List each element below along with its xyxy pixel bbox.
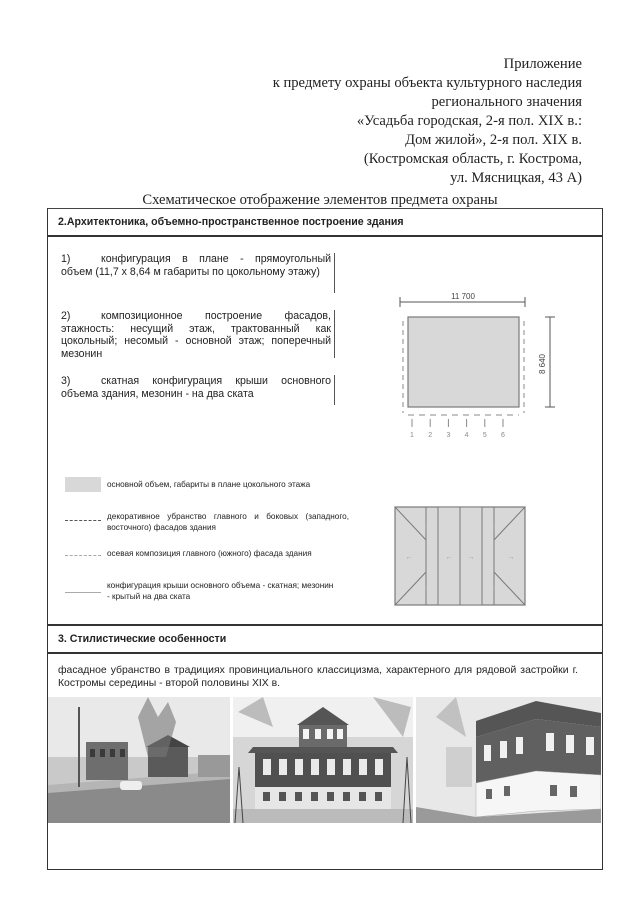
slope-arrow-icon: ↓ [492,586,496,593]
item-3-marker [334,375,335,405]
item-text: скатная конфигурация крыши основного объема здания, мезонин - на два ската [61,375,331,400]
main-volume-plan [408,317,519,407]
section-3-header [48,624,602,654]
item-number: 1) [61,253,71,265]
section-3-title: 3. Стилистические особенности [58,633,227,645]
appendix-line: Приложение [503,56,582,72]
appendix-line: Дом жилой», 2-я пол. XIX в. [405,132,582,148]
legend-text: конфигурация крыши основного объема - скатная; мезонин - крытый на два ската [107,581,334,601]
photo-corner-view [416,697,601,823]
item-number: 3) [61,375,71,387]
item-1-marker [334,253,335,293]
photo-main-facade [233,697,413,823]
item-1 [61,253,331,278]
width-label: 11 700 [451,292,475,301]
legend-text: декоративное убранство главного и боковых (западного, восточного) фасадов здания [107,512,349,532]
slope-arrow-icon: ↓ [424,586,428,593]
axis-label: 2 [428,432,433,437]
slope-arrow-icon: ↑ [492,524,496,531]
axis-label: 4 [464,432,469,437]
slope-arrow-icon: ← [445,554,453,561]
legend-text: основной объем, габариты в плане цокольного этажа [107,480,311,489]
slope-arrow-icon: ↑ [424,524,428,531]
item-2-marker [334,310,335,358]
style-caption: фасадное убранство в традициях провинциального классицизма, характерного для рядовой застройки г. Костромы середины - второй половины XIX в. [58,665,578,689]
item-text: композиционное построение фасадов, этажность: несущий этаж, трактованный как цокольный; несомый - основной этаж; поперечный мезонин [61,310,331,360]
item-text: конфигурация в плане - прямоугольный объем (11,7 х 8,64 м габариты по цокольному этажу) [61,253,331,278]
appendix-line: регионального значения [431,94,582,110]
legend-swatch-fill [65,477,101,492]
appendix-line: ул. Мясницкая, 43 А) [450,170,582,186]
schema-title: Схематическое отображение элементов предмета охраны [142,192,498,208]
axis-label: 6 [501,432,505,437]
photo-street-view [48,697,230,823]
height-label: 8 640 [538,353,547,375]
appendix-line: к предмету охраны объекта культурного наследия [272,75,582,91]
legend-swatch-dashed-light [65,555,101,556]
section-2-title: 2.Архитектоника, объемно-пространственное построение здания [58,216,404,228]
axis-ticks [410,419,505,437]
legend-swatch-line [65,592,101,593]
axis-label: 5 [482,432,487,437]
slope-arrow-icon: ← [405,554,413,561]
item-2 [61,310,331,360]
appendix-line: (Костромская область, г. Кострома, [363,151,582,167]
roof-plan-drawing [393,505,533,609]
legend-text: осевая композиция главного (южного) фасада здания [107,549,312,558]
section-2-header [48,209,602,237]
item-number: 2) [61,310,71,322]
protection-elements-table [47,208,603,870]
item-3 [61,375,331,400]
slope-arrow-icon: → [507,554,515,561]
slope-arrow-icon: → [467,554,475,561]
legend-swatch-dashed-dark [65,520,101,521]
appendix-line: «Усадьба городская, 2-я пол. XIX в.: [356,113,582,129]
floor-plan-drawing [368,287,568,437]
appendix-header [162,55,582,188]
axis-label: 3 [446,432,451,437]
axis-label: 1 [410,432,414,437]
